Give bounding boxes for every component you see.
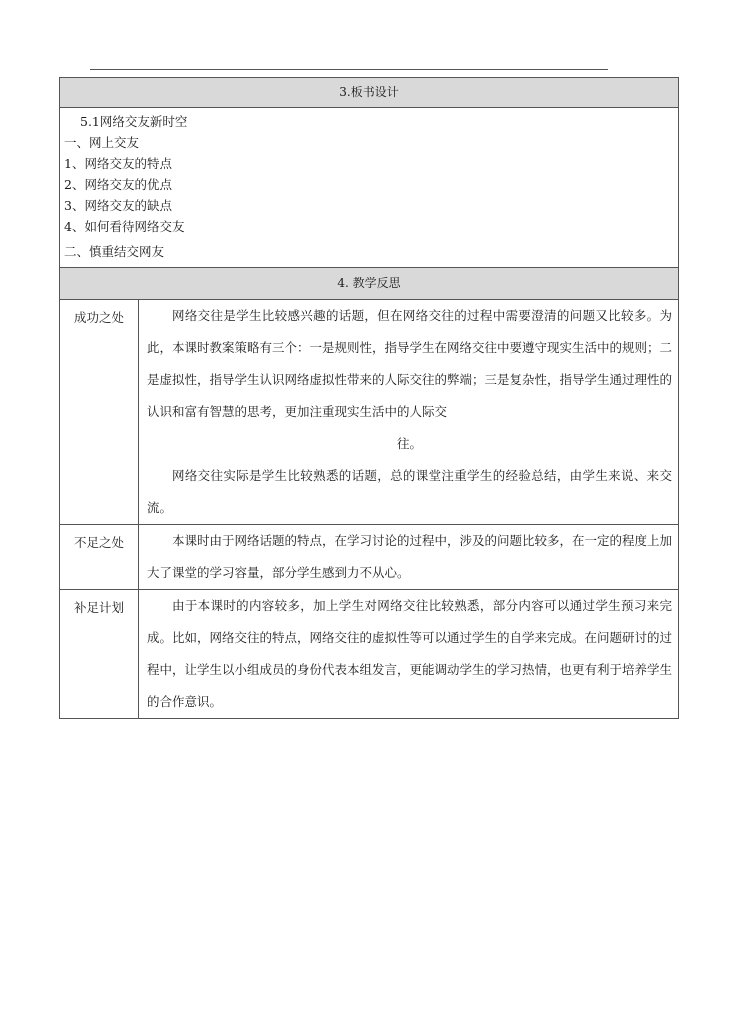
reflection-row-shortcoming (60, 525, 679, 590)
row-label: 不足之处 (60, 525, 139, 590)
board-design-header: 3.板书设计 (60, 78, 679, 108)
board-line: 4、如何看待网络交友 (64, 219, 185, 234)
board-line: 2、网络交友的优点 (64, 177, 172, 192)
paragraph: 网络交往实际是学生比较熟悉的话题，总的课堂注重学生的经验总结，由学生来说、来交流。 (147, 468, 672, 515)
paragraph: 网络交往是学生比较感兴趣的话题，但在网络交往的过程中需要澄清的问题又比较多。为此，本课时教案策略有三个：一是规则性，指导学生在网络交往中要遵守现实生活中的规则；二是虚拟性，指导学生认识网络虚拟性带来的人际交往的弊端；三是复杂性，指导学生通过理性的认识和富有智慧的思考，更加注重现实生活中的人际交 (147, 308, 673, 419)
row-label: 成功之处 (60, 300, 139, 525)
row-content (139, 590, 679, 719)
board-design-body (60, 108, 679, 269)
board-line: 1、网络交友的特点 (64, 156, 172, 171)
reflection-row-plan (60, 590, 679, 719)
paragraph: 本课时由于网络话题的特点，在学习讨论的过程中，涉及的问题比较多，在一定的程度上加大了课堂的学习容量，部分学生感到力不从心。 (147, 533, 673, 580)
header-rule (90, 69, 608, 70)
teaching-reflection-table (59, 267, 679, 719)
row-label: 补足计划 (60, 590, 139, 719)
board-line: 3、网络交友的缺点 (64, 198, 172, 213)
board-design-table (59, 77, 679, 269)
board-line: 一、网上交友 (64, 135, 140, 150)
reflection-row-success (60, 300, 679, 525)
row-content (139, 525, 679, 590)
row-content (139, 300, 679, 525)
paragraph: 由于本课时的内容较多，加上学生对网络交往比较熟悉，部分内容可以通过学生预习来完成。比如，网络交往的特点，网络交往的虚拟性等可以通过学生的自学来完成。在问题研讨的过程中，让学生以小组成员的身份代表本组发言，更能调动学生的学习热情，也更有利于培养学生的合作意识。 (147, 598, 673, 709)
teaching-reflection-header: 4. 教学反思 (60, 268, 679, 300)
board-line: 二、慎重结交网友 (64, 244, 165, 259)
board-line-title: 5.1网络交友新时空 (80, 114, 188, 129)
paragraph-tail: 往。 (396, 436, 422, 451)
